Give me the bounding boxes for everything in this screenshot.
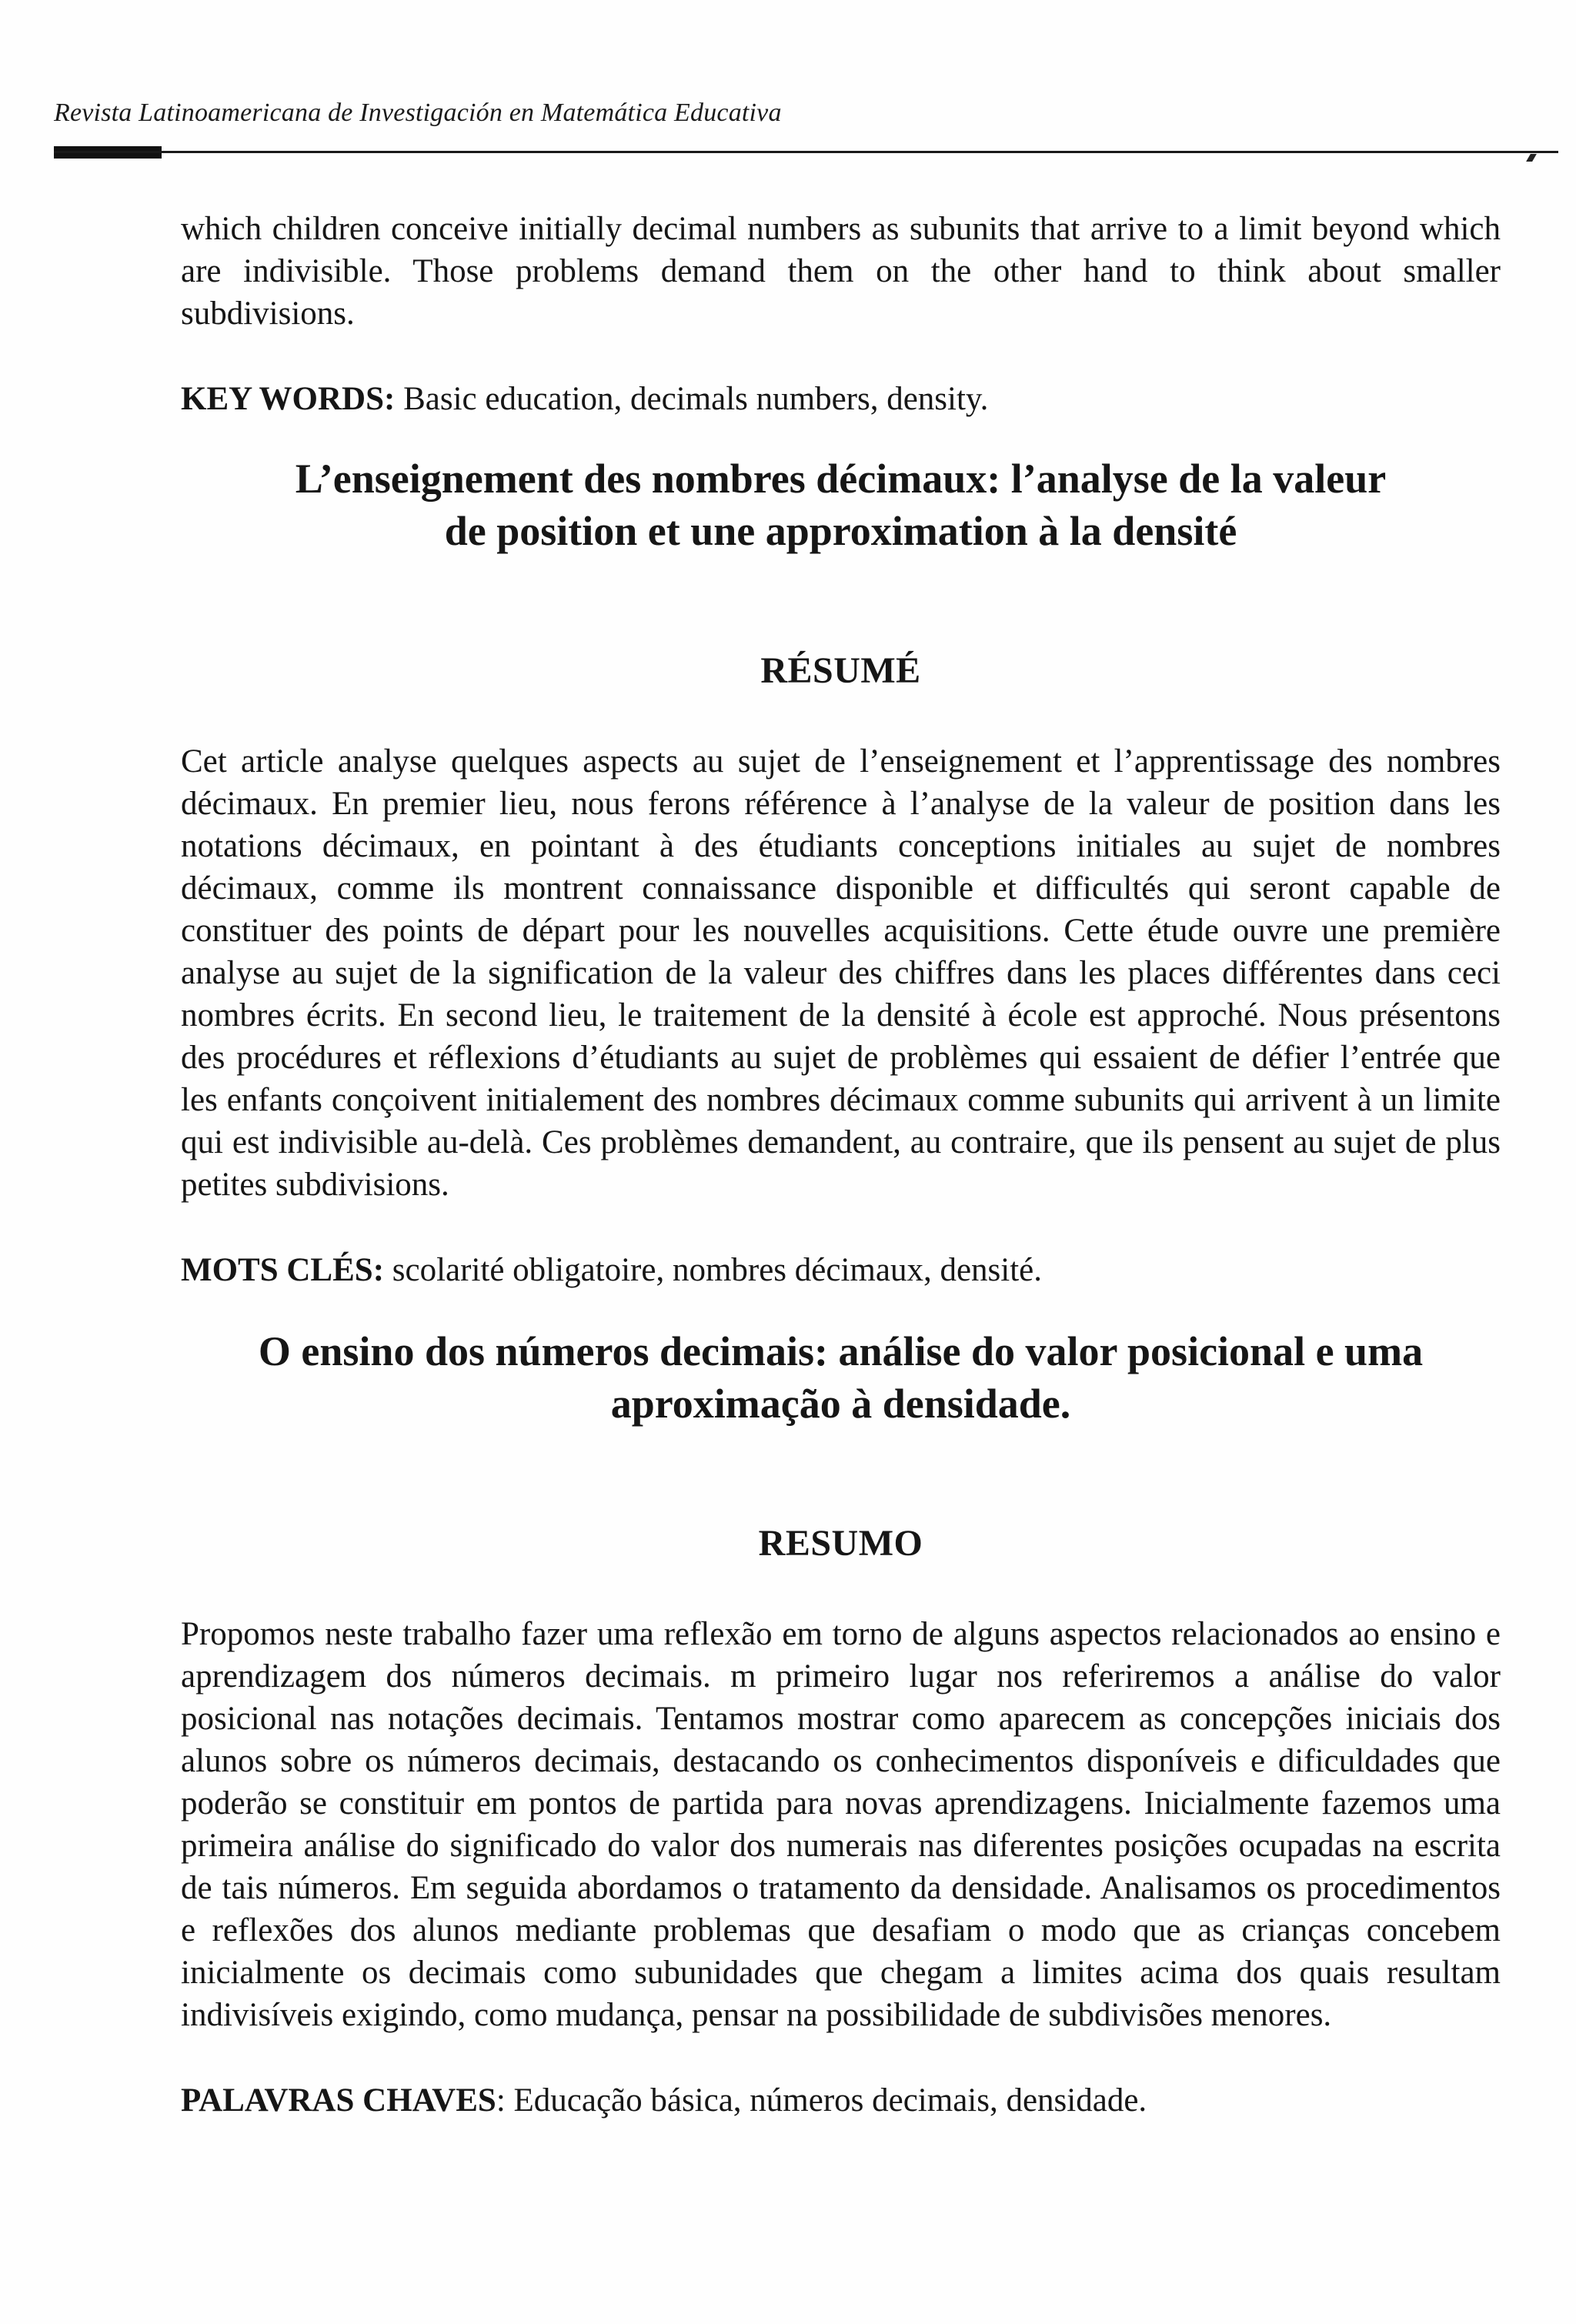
running-head: Revista Latinoamericana de Investigación en Matemática Educativa [54,99,782,127]
french-keywords [181,1249,1501,1291]
portuguese-keywords [181,2079,1501,2122]
french-abstract-heading: RÉSUMÉ [760,650,921,691]
page-content [181,208,1501,2122]
french-keywords-text: scolarité obligatoire, nombres décimaux, densité. [384,1252,1042,1288]
portuguese-keywords-text: : Educação básica, números decimais, densidade. [496,2082,1147,2119]
french-title-line-1: L’enseignement des nombres décimaux: l’analyse de la valeur [295,456,1387,502]
portuguese-title-line-2: aproximação à densidade. [610,1381,1071,1427]
portuguese-title [181,1325,1501,1430]
portuguese-title-line-1: O ensino dos números decimais: análise do valor posicional e uma [258,1328,1424,1374]
french-title-line-2: de position et une approximation à la densité [444,508,1237,554]
portuguese-abstract: Propomos neste trabalho fazer uma reflexão em torno de alguns aspectos relacionados ao ensino e aprendizagem dos números decimais. m primeiro lugar nos referiremos a análise do valor posicional nas notações decimais. Tentamos mostrar como aparecem as concepções iniciais dos alunos sobre os números decimais, destacando os conhecimentos disponíveis e dificuldades que poderão se constituir em pontos de partida para novas aprendizagens. Inicialmente fazemos uma primeira análise do significado do valor dos numerais nas diferentes posições ocupadas na escrita de tais números. Em seguida abordamos o tratamento da densidade. Analisamos os procedimentos e reflexões dos alunos mediante problemas que desafiam o modo que as crianças concebem inicialmente os decimais como subunidades que chegam a limites acima dos quais resultam indivisíveis exigindo, como mudança, pensar na possibilidade de subdivisões menores. [181,1616,1501,2033]
english-keywords-label: KEY WORDS: [181,381,396,417]
french-abstract: Cet article analyse quelques aspects au sujet de l’enseignement et l’apprentissage des nombres décimaux. En premier lieu, nous ferons référence à l’analyse de la valeur de position dans les notations décimaux, en pointant à des étudiants conceptions initiales au sujet de nombres décimaux, comme ils montrent connaissance disponible et difficultés qui seront capable de constituer des points de départ pour les nouvelles acquisitions. Cette étude ouvre une première analyse au sujet de la signification de la valeur des chiffres dans les places différentes dans ceci nombres écrits. En second lieu, le traitement de la densité à école est approché. Nous présentons des procédures et réflexions d’étudiants au sujet de problèmes qui essaient de défier l’entrée que les enfants conçoivent initialement des nombres décimaux comme subunits qui arrivent à un limite qui est indivisible au-delà. Ces problèmes demandent, au contraire, que ils pensent au sujet de plus petites subdivisions. [181,743,1501,1203]
english-keywords-text: Basic education, decimals numbers, density. [395,381,989,417]
header-rule-tick [1526,154,1537,162]
header-rule [54,151,1558,153]
english-keywords [181,378,1501,420]
english-abstract-continuation: which children conceive initially decimal numbers as subunits that arrive to a limit beyond which are indivisible. Those problems demand them on the other hand to think about smaller subdivisions. [181,211,1501,332]
portuguese-abstract-heading: RESUMO [758,1523,923,1564]
french-keywords-label: MOTS CLÉS: [181,1252,385,1288]
portuguese-keywords-label: PALAVRAS CHAVES [181,2082,496,2119]
french-title [181,452,1501,557]
